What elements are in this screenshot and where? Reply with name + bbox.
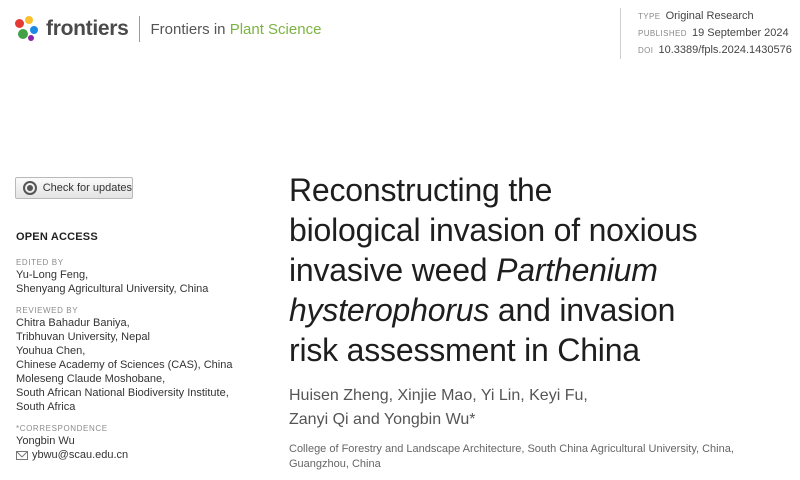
reviewer-line: Chinese Academy of Sciences (CAS), China [16,359,233,371]
header-divider [139,16,140,42]
correspondence-label: *CORRESPONDENCE [16,424,108,433]
frontiers-wordmark: frontiers [46,17,129,40]
journal-name[interactable] [150,21,321,38]
title-text: invasive weed [289,252,497,288]
frontiers-logo-icon [15,16,41,42]
article-title [289,170,794,370]
title-text: and invasion [489,292,676,328]
reviewed-by-list [16,316,266,414]
journal-name-highlight: Plant Science [229,20,322,38]
reviewer-line: South Africa [16,401,76,413]
author-list [289,384,794,432]
authors-line: Huisen Zheng, Xinjie Mao, Yi Lin, Keyi Fu, [289,387,588,404]
meta-published-key: PUBLISHED [638,29,687,38]
title-line [289,250,794,290]
edited-by-label: EDITED BY [16,258,64,267]
mail-icon [16,451,28,460]
title-line: risk assessment in China [289,332,640,368]
meta-type [638,8,792,25]
editor-name: Yu-Long Feng, [16,269,89,281]
title-line: Reconstructing the [289,172,553,208]
correspondence-name: Yongbin Wu [16,435,75,447]
authors-line: Zanyi Qi and Yongbin Wu* [289,411,476,428]
reviewer-line: Moleseng Claude Moshobane, [16,373,166,385]
reviewer-line: Tribhuvan University, Nepal [16,331,150,343]
reviewer-line: Youhua Chen, [16,345,86,357]
affiliation-line: Guangzhou, China [289,458,381,470]
title-line [289,290,794,330]
species-genus: Parthenium [496,252,658,288]
affiliation-line: College of Forestry and Landscape Architecture, South China Agricultural University, China, [289,443,734,455]
article-meta [620,8,792,59]
meta-published-value: 19 September 2024 [692,27,789,39]
reviewer-line: South African National Biodiversity Institute, [16,387,229,399]
check-updates-icon [23,181,37,195]
meta-doi [638,42,792,59]
meta-doi-key: DOI [638,46,654,55]
journal-name-prefix: Frontiers in [150,20,230,38]
meta-published [638,25,792,42]
reviewer-line: Chitra Bahadur Baniya, [16,317,130,329]
frontiers-logo[interactable] [15,14,321,44]
meta-type-value: Original Research [665,10,754,22]
check-for-updates-label: Check for updates [42,182,132,194]
affiliation [289,442,794,472]
correspondence-email[interactable]: ybwu@scau.edu.cn [32,449,129,461]
meta-type-key: TYPE [638,12,661,21]
sidebar-info [16,258,266,462]
edited-by-list [16,268,266,296]
check-for-updates-button[interactable] [15,177,133,199]
species-epithet: hysterophorus [289,292,490,328]
reviewed-by-label: REVIEWED BY [16,306,79,315]
correspondence-info [16,434,266,462]
title-line: biological invasion of noxious [289,212,698,248]
meta-doi-value[interactable]: 10.3389/fpls.2024.1430576 [658,44,792,56]
correspondence-email-row[interactable] [16,448,266,462]
editor-affiliation: Shenyang Agricultural University, China [16,283,209,295]
open-access-label: OPEN ACCESS [16,231,98,243]
